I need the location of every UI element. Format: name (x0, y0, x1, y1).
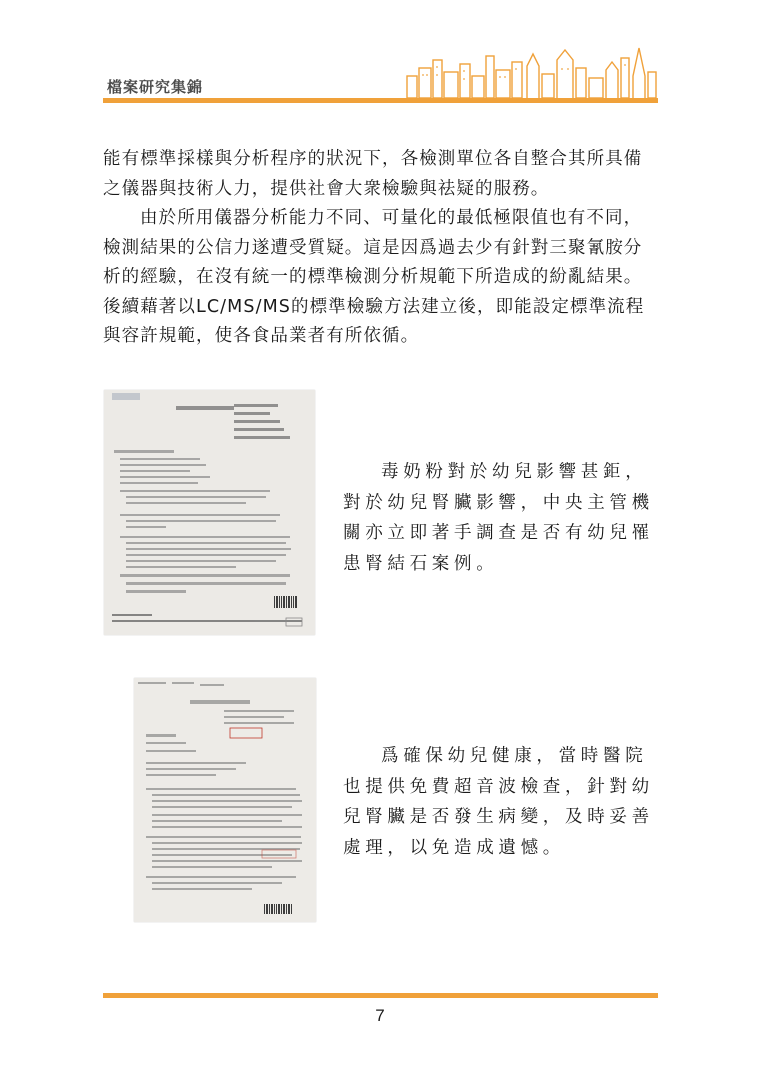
archival-document-photo-2 (134, 678, 316, 922)
figure-caption-2: 爲確保幼兒健康，當時醫院也提供免費超音波檢查，針對幼兒腎臟是否發生病變，及時妥善處理，以免造成遺憾。 (343, 746, 654, 858)
header-divider (103, 98, 658, 103)
document-scan-image (104, 390, 315, 635)
body-paragraph-2: 由於所用儀器分析能力不同、可量化的最低極限值也有不同，檢測結果的公信力遂遭受質疑。這是因爲過去少有針對三聚氰胺分析的經驗，在沒有統一的標準檢測分析規範下所造成的紛亂結果。後續藉著以LC/MS/MS的標準檢驗方法建立後，即能設定標準流程與容許規範，使各食品業者有所依循。 (103, 208, 645, 346)
page-number: 7 (375, 1006, 385, 1025)
document-scan-image (134, 678, 316, 922)
city-skyline-icon (405, 46, 657, 100)
archival-document-photo-1 (104, 390, 315, 635)
footer-divider (103, 993, 658, 998)
figure-caption-1: 毒奶粉對於幼兒影響甚鉅，對於幼兒腎臟影響，中央主管機關亦立即著手調查是否有幼兒罹患腎結石案例。 (343, 462, 654, 574)
body-paragraph-1: 能有標準採樣與分析程序的狀況下，各檢測單位各自整合其所具備之儀器與技術人力，提供社會大衆檢驗與祛疑的服務。 (103, 149, 643, 199)
running-header-title: 檔案研究集錦 (107, 78, 204, 96)
